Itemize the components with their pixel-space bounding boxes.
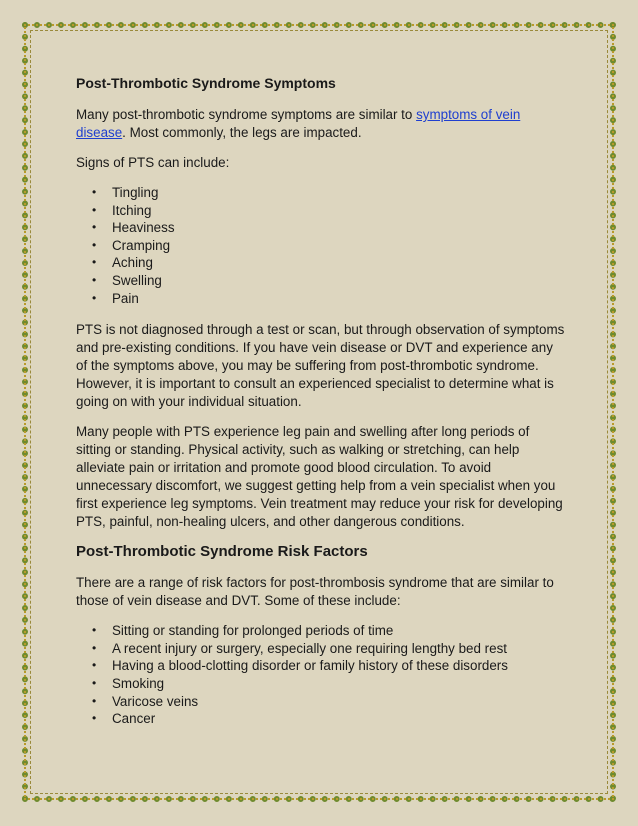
risk-factors-heading: Post-Thrombotic Syndrome Risk Factors	[76, 543, 368, 561]
list-item: • Sitting or standing for prolonged periods of time	[112, 622, 566, 640]
risk-factors-list	[76, 622, 566, 728]
list-item: • Swelling	[112, 272, 566, 290]
list-item: • A recent injury or surgery, especially one requiring lengthy bed rest	[112, 640, 566, 658]
list-item: • Pain	[112, 290, 566, 308]
signs-list	[76, 184, 566, 307]
intro-text-before: Many post-thrombotic syndrome symptoms are similar to	[76, 107, 417, 122]
list-item: • Aching	[112, 254, 566, 272]
list-item: • Tingling	[112, 184, 566, 202]
intro-text-after: . Most commonly, the legs are impacted.	[122, 125, 362, 140]
list-item: • Itching	[112, 202, 566, 220]
treatment-paragraph: Many people with PTS experience leg pain and swelling after long periods of sitting or standing. Physical activity, such as walking or stretching, can help alleviate pain or irritation and promote good blood circulation. To avoid unnecessary discomfort, we suggest getting help from a vein specialist when you first experience leg symptoms. Vein treatment may reduce your risk for developing PTS, painful, non-healing ulcers, and other dangerous conditions.	[76, 424, 563, 530]
vein-disease-link[interactable]: symptoms of vein disease	[76, 107, 521, 140]
list-item: • Varicose veins	[112, 693, 566, 711]
list-item: • Heaviness	[112, 219, 566, 237]
document-content	[76, 74, 566, 742]
symptoms-heading: Post-Thrombotic Syndrome Symptoms	[76, 75, 336, 91]
diagnosis-paragraph: PTS is not diagnosed through a test or scan, but through observation of symptoms and pre-existing conditions. If you have vein disease or DVT and experience any of the symptoms above, you may be suffering from post-thrombotic syndrome. However, it is important to consult an experienced specialist to determine what is going on with your individual situation.	[76, 322, 565, 410]
list-item: • Cramping	[112, 237, 566, 255]
list-item: • Cancer	[112, 710, 566, 728]
symptoms-intro	[76, 106, 566, 142]
list-item: • Smoking	[112, 675, 566, 693]
list-item: • Having a blood-clotting disorder or family history of these disorders	[112, 657, 566, 675]
risk-factors-intro: There are a range of risk factors for post-thrombosis syndrome that are similar to those of vein disease and DVT. Some of these include:	[76, 575, 554, 609]
signs-label: Signs of PTS can include:	[76, 155, 230, 170]
